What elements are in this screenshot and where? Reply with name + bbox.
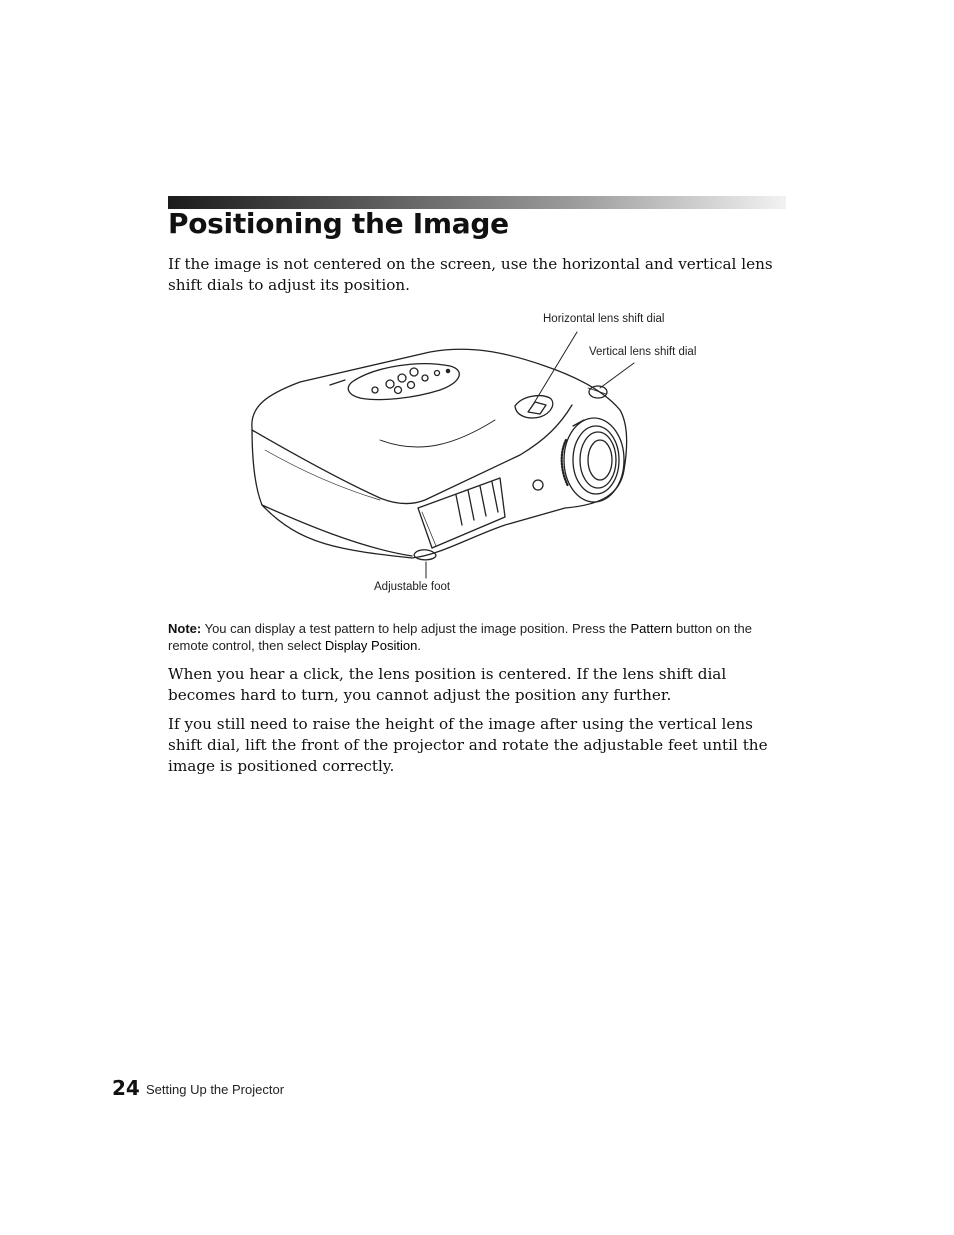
page-title: Positioning the Image bbox=[168, 207, 509, 240]
note-text: You can display a test pattern to help adjust the image position. Press the bbox=[201, 621, 631, 636]
note-text: . bbox=[417, 638, 421, 653]
callout-adjustable-foot: Adjustable foot bbox=[374, 581, 451, 593]
leader-vertical bbox=[600, 363, 634, 388]
lens-click-paragraph: When you hear a click, the lens position is centered. If the lens shift dial becomes hard to turn, you cannot adjust the position any further. bbox=[168, 665, 727, 704]
leader-horizontal bbox=[531, 332, 577, 408]
horizontal-dial bbox=[515, 396, 553, 418]
intro-paragraph: If the image is not centered on the screen, use the horizontal and vertical lens shift dials to adjust its position. bbox=[168, 255, 773, 294]
note-text: button on the remote control, then select bbox=[168, 621, 752, 653]
vertical-dial bbox=[589, 386, 607, 398]
raise-image-paragraph: If you still need to raise the height of the image after using the vertical lens shift dial, lift the front of the projector and rotate the adjustable feet until the image is positioned correctly. bbox=[168, 715, 768, 775]
callout-vertical-dial: Vertical lens shift dial bbox=[589, 346, 697, 358]
chapter-title: Setting Up the Projector bbox=[146, 1082, 285, 1097]
vent-grille bbox=[418, 478, 505, 548]
projector-body bbox=[252, 349, 627, 558]
callout-horizontal-dial: Horizontal lens shift dial bbox=[543, 313, 665, 325]
note-label: Note: bbox=[168, 621, 202, 636]
pattern-button-term: Pattern bbox=[630, 621, 673, 636]
page-number: 24 bbox=[112, 1076, 140, 1100]
adjustable-foot bbox=[414, 550, 436, 560]
display-position-term: Display Position bbox=[324, 638, 418, 653]
note-paragraph bbox=[168, 620, 788, 654]
